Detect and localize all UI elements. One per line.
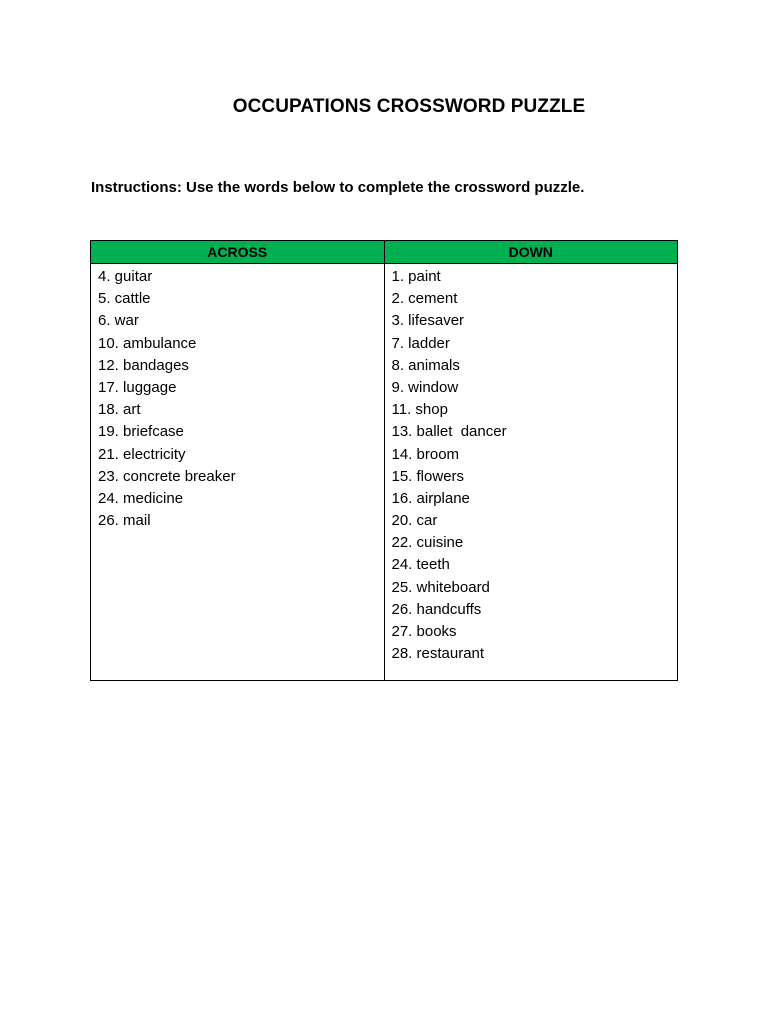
down-word-item: 26. handcuffs <box>391 600 482 618</box>
across-word-item: 26. mail <box>98 512 151 530</box>
down-word-item: 9. window <box>391 378 459 396</box>
down-word-item: 13. ballet dancer <box>391 423 507 441</box>
across-header: ACROSS <box>91 241 385 264</box>
down-word-item: 27. books <box>391 623 457 640</box>
across-word-item: 24. medicine <box>98 489 184 507</box>
page-title: OCCUPATIONS CROSSWORD PUZZLE <box>232 96 586 117</box>
across-word-item: 17. luggage <box>98 378 177 396</box>
down-word-item: 15. flowers <box>391 467 465 485</box>
down-word-item: 16. airplane <box>391 489 470 507</box>
across-word-item: 23. concrete breaker <box>98 467 236 485</box>
down-word-item: 3. lifesaver <box>391 312 465 330</box>
across-word-item: 21. electricity <box>98 445 186 463</box>
down-word-list <box>392 266 678 665</box>
down-word-item: 24. teeth <box>391 556 450 574</box>
across-word-item: 6. war <box>98 312 139 330</box>
down-word-item: 2. cement <box>391 290 458 308</box>
down-word-item: 25. whiteboard <box>391 578 490 596</box>
across-word-item: 4. guitar <box>98 268 153 285</box>
across-word-item: 5. cattle <box>98 290 151 308</box>
word-list-table <box>90 240 678 681</box>
down-word-item: 14. broom <box>391 445 460 463</box>
down-word-item: 11. shop <box>391 401 448 419</box>
across-word-item: 12. bandages <box>98 356 189 374</box>
across-word-item: 18. art <box>98 401 141 419</box>
down-word-item: 28. restaurant <box>391 645 485 663</box>
down-word-item: 22. cuisine <box>391 534 464 552</box>
across-word-list <box>98 266 384 532</box>
across-column <box>91 264 385 681</box>
across-word-item: 10. ambulance <box>98 334 197 352</box>
down-word-item: 1. paint <box>391 268 441 285</box>
down-word-item: 8. animals <box>391 356 460 374</box>
down-column <box>384 264 678 681</box>
down-word-item: 7. ladder <box>391 334 450 352</box>
down-word-item: 20. car <box>391 512 438 530</box>
down-header: DOWN <box>384 241 678 264</box>
instructions-text: Instructions: Use the words below to complete the crossword puzzle. <box>91 179 585 196</box>
across-word-item: 19. briefcase <box>98 423 184 441</box>
table-header-row <box>91 241 678 264</box>
table-body-row <box>91 264 678 681</box>
